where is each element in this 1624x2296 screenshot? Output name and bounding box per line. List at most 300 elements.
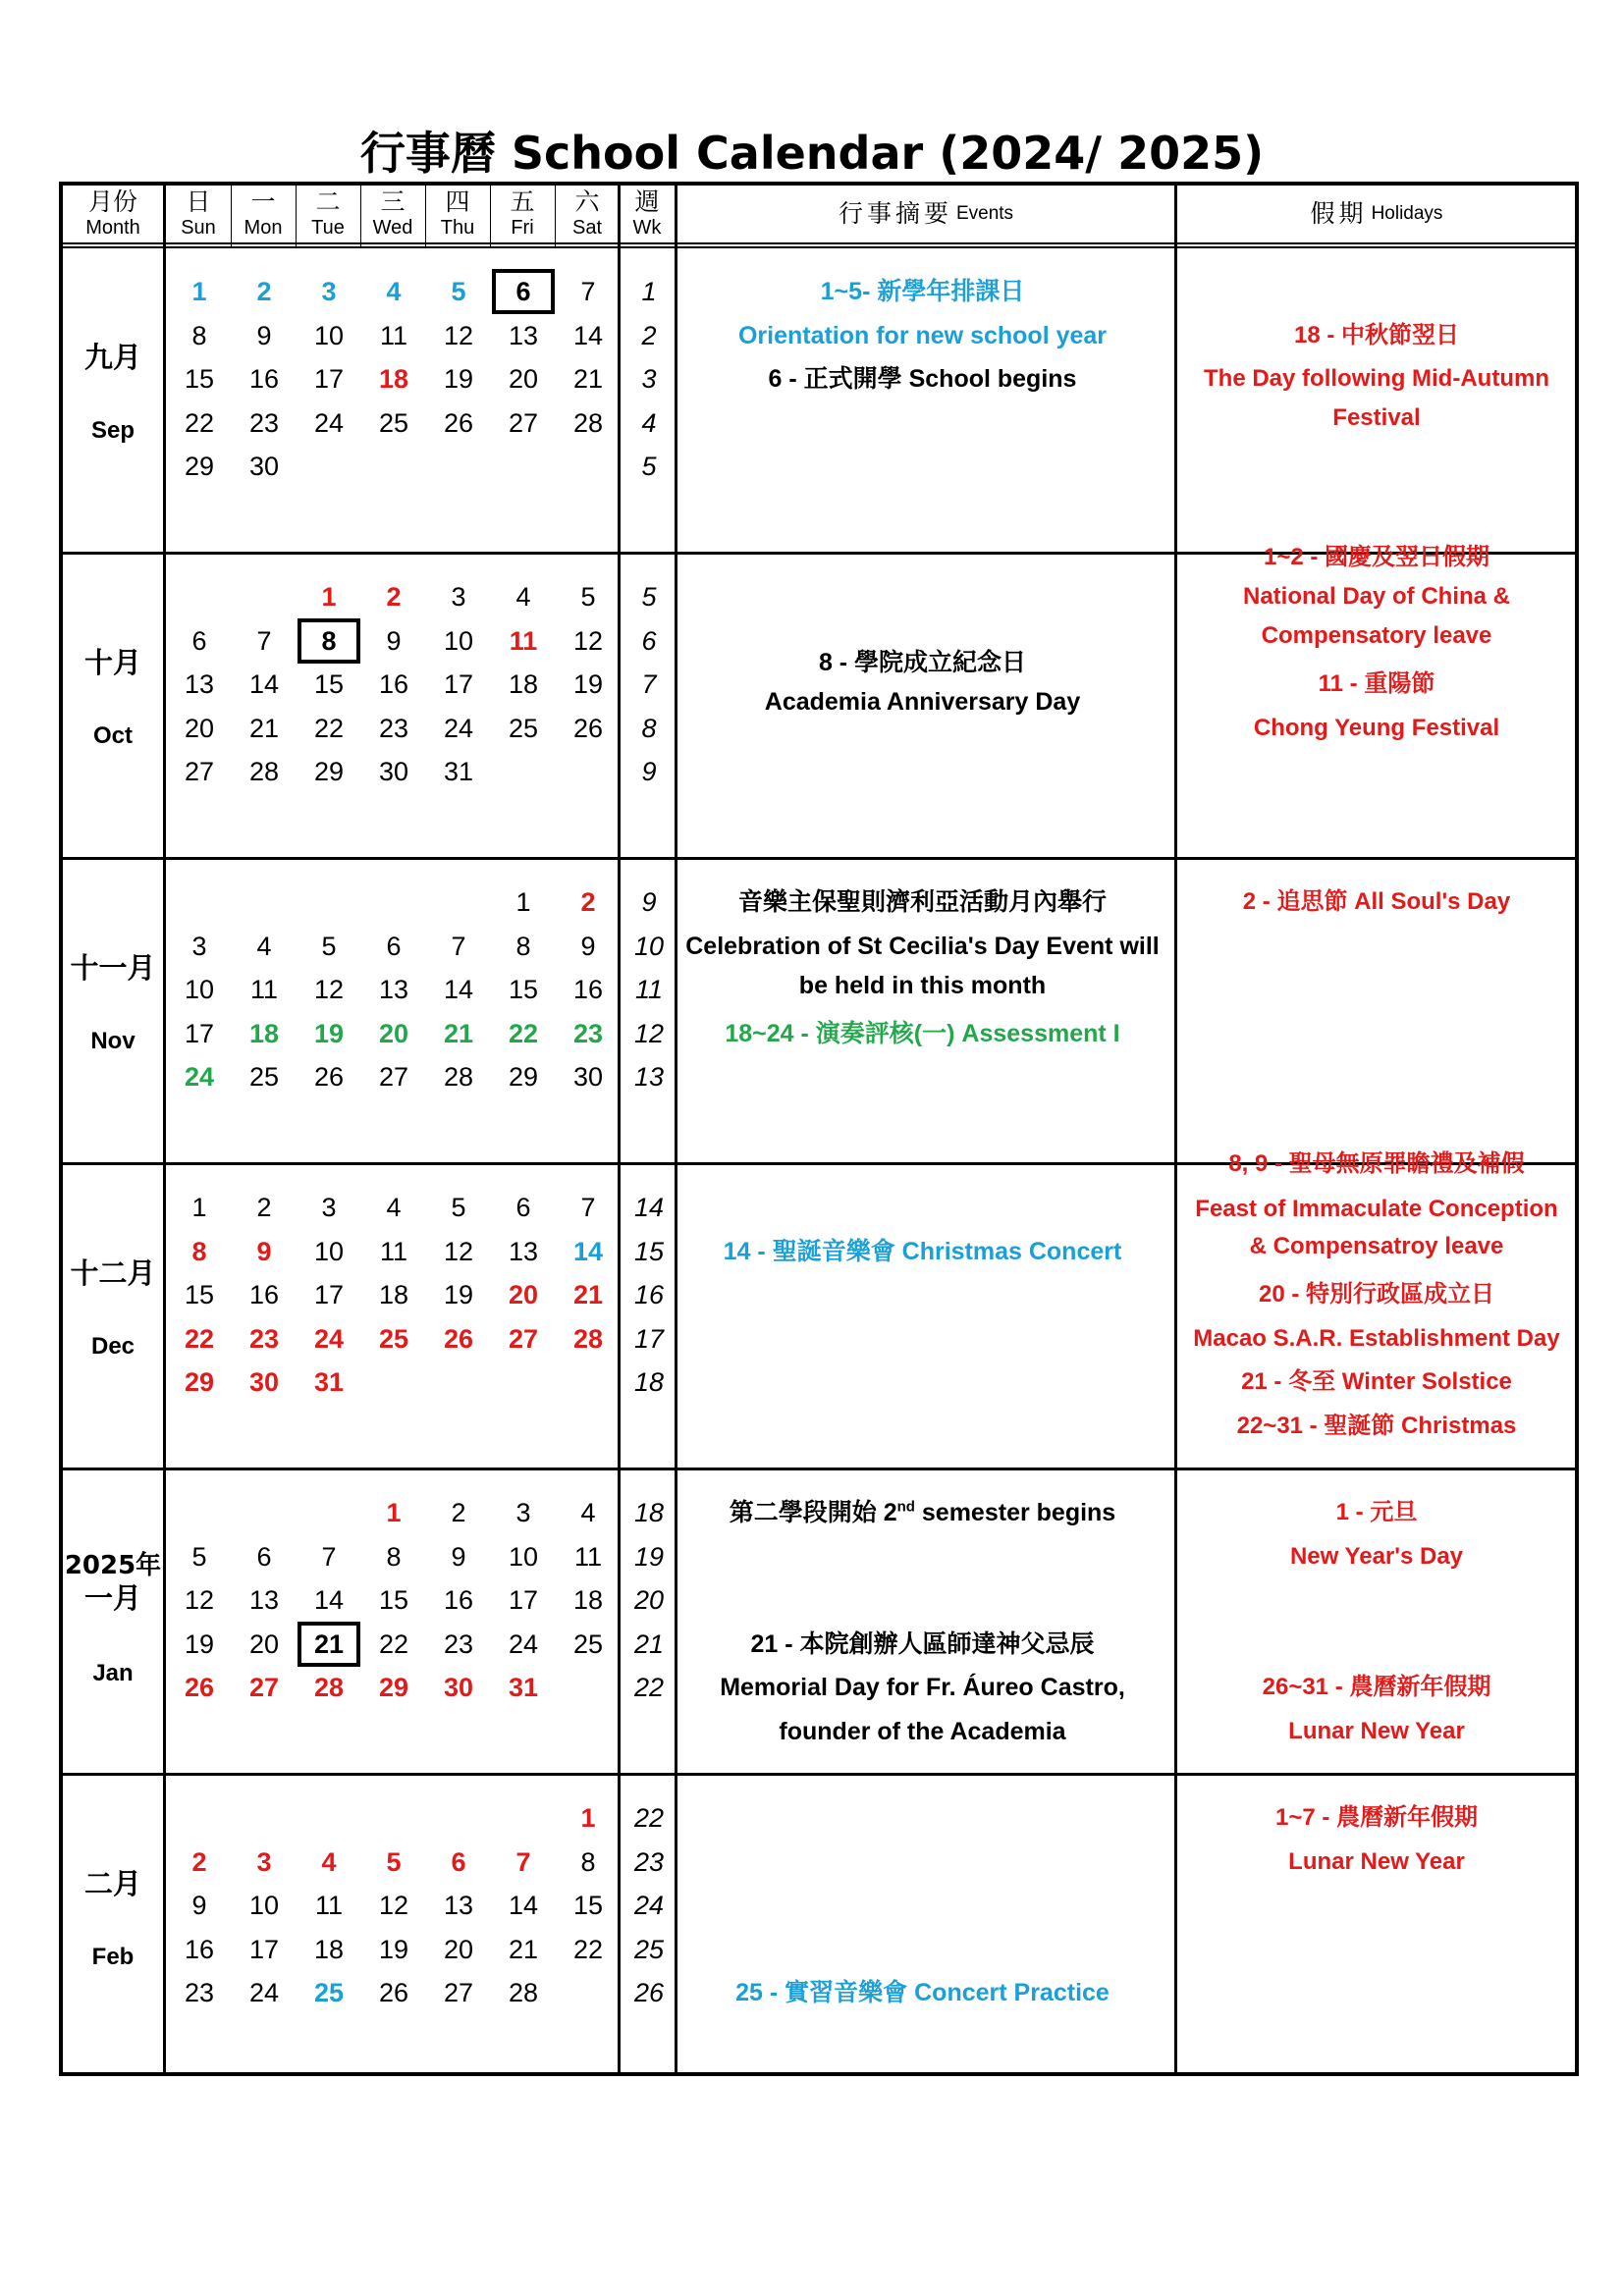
holiday-line: Macao S.A.R. Establishment Day xyxy=(1193,1324,1560,1352)
column-divider xyxy=(360,186,361,248)
day-cell: 6 xyxy=(515,1193,531,1222)
week-number: 10 xyxy=(633,931,665,961)
header-day-zh: 四 xyxy=(445,187,470,216)
day-cell: 29 xyxy=(313,757,345,786)
holiday-line: 22~31 - 聖誕節 Christmas xyxy=(1236,1412,1517,1439)
holiday-line: Festival xyxy=(1332,404,1421,432)
day-cell: 3 xyxy=(321,1193,337,1222)
day-cell: 24 xyxy=(184,1062,215,1092)
header-month xyxy=(63,186,163,242)
day-cell: 24 xyxy=(313,407,345,438)
day-cell: 22 xyxy=(184,1323,215,1354)
month-name-zh: 十月 xyxy=(83,646,141,679)
event-text: Academia Anniversary Day xyxy=(764,687,1081,716)
month-label xyxy=(63,1867,163,1971)
event-line xyxy=(674,1712,1171,1751)
day-cell: 13 xyxy=(508,320,539,350)
day-cell: 18 xyxy=(378,364,409,394)
week-number: 12 xyxy=(633,1018,665,1048)
week-number: 19 xyxy=(633,1541,665,1572)
day-cell: 1 xyxy=(580,1803,596,1833)
month-label xyxy=(63,1550,163,1687)
day-cell: 2 xyxy=(451,1498,466,1527)
day-cell: 11 xyxy=(573,1541,603,1572)
day-cell: 14 xyxy=(572,1236,604,1266)
day-cell: 12 xyxy=(572,625,604,656)
event-line xyxy=(674,1668,1171,1707)
event-text: 21 - 本院創辦人區師達神父忌辰 xyxy=(750,1629,1095,1658)
week-number: 24 xyxy=(633,1891,665,1920)
day-cell: 3 xyxy=(256,1846,272,1877)
day-cell: 3 xyxy=(451,582,466,612)
day-cell: 8 xyxy=(191,1236,207,1266)
week-number: 9 xyxy=(641,887,657,917)
header-day-en: Sat xyxy=(571,217,603,239)
month-name-en: Jan xyxy=(92,1660,134,1686)
month-label xyxy=(63,646,163,750)
event-text: 音樂主保聖則濟利亞活動月內舉行 xyxy=(737,888,1107,916)
day-cell: 29 xyxy=(508,1062,539,1092)
holiday-line: National Day of China & xyxy=(1242,583,1511,610)
day-cell: 30 xyxy=(443,1673,474,1702)
month-label xyxy=(63,951,163,1055)
day-cell: 20 xyxy=(443,1934,474,1964)
day-cell: 15 xyxy=(184,364,215,394)
day-cell: 15 xyxy=(508,975,539,1004)
holiday-line: 2 - 追思節 All Soul's Day xyxy=(1242,888,1511,915)
day-cell: 10 xyxy=(508,1541,539,1572)
header-holidays xyxy=(1177,186,1576,242)
header-day-sat xyxy=(555,186,620,242)
day-cell: 26 xyxy=(443,1323,474,1354)
day-cell: 16 xyxy=(378,669,409,699)
day-cell: 20 xyxy=(508,364,539,394)
day-cell: 13 xyxy=(378,975,409,1004)
day-cell: 10 xyxy=(443,625,474,656)
day-cell: 15 xyxy=(572,1891,604,1920)
day-cell: 19 xyxy=(443,1280,474,1309)
day-cell: 16 xyxy=(572,975,604,1004)
week-number: 23 xyxy=(633,1846,665,1877)
day-cell: 28 xyxy=(443,1062,474,1092)
day-cell: 26 xyxy=(572,713,604,743)
event-text: Celebration of St Cecilia's Day Event will xyxy=(685,932,1160,960)
day-cell: 4 xyxy=(580,1498,596,1527)
day-cell: 5 xyxy=(451,1193,466,1222)
event-line xyxy=(674,1014,1171,1053)
day-cell: 7 xyxy=(451,931,466,961)
event-line xyxy=(674,1625,1171,1664)
day-cell: 28 xyxy=(572,407,604,438)
day-cell: 15 xyxy=(184,1280,215,1309)
day-cell: 25 xyxy=(572,1629,604,1659)
header-events-zh: 行事摘要 xyxy=(838,199,952,228)
day-cell: 8 xyxy=(191,320,207,350)
week-number: 18 xyxy=(633,1367,665,1397)
header-week-en: Wk xyxy=(632,217,662,239)
header-day-wed xyxy=(360,186,425,242)
week-number: 6 xyxy=(641,625,657,656)
day-cell: 21 xyxy=(298,1622,360,1667)
header-day-en: Fri xyxy=(511,217,534,239)
header-holidays-zh: 假期 xyxy=(1310,199,1368,228)
day-cell: 6 xyxy=(492,269,555,314)
day-cell: 14 xyxy=(572,320,604,350)
day-cell: 16 xyxy=(443,1585,474,1615)
day-cell: 8 xyxy=(386,1541,402,1572)
event-text: 18~24 - 演奏評核(一) Assessment I xyxy=(725,1019,1120,1047)
day-cell: 8 xyxy=(515,931,531,961)
header-day-en: Tue xyxy=(311,217,345,239)
day-cell: 17 xyxy=(443,669,474,699)
day-cell: 4 xyxy=(386,1193,402,1222)
day-cell: 3 xyxy=(515,1498,531,1527)
day-cell: 12 xyxy=(184,1585,215,1615)
day-cell: 31 xyxy=(508,1673,539,1702)
day-cell: 20 xyxy=(378,1018,409,1048)
header-day-fri xyxy=(490,186,555,242)
day-cell: 5 xyxy=(580,582,596,612)
day-cell: 15 xyxy=(313,669,345,699)
month-block-dec xyxy=(63,1149,1575,1469)
month-name-en: Feb xyxy=(91,1944,135,1970)
day-cell: 4 xyxy=(256,931,272,961)
event-text: 14 - 聖誕音樂會 Christmas Concert xyxy=(723,1237,1122,1265)
day-cell: 26 xyxy=(378,1978,409,2007)
header-day-zh: 三 xyxy=(380,187,406,216)
header-day-en: Wed xyxy=(372,217,413,239)
week-number: 16 xyxy=(633,1280,665,1309)
column-divider xyxy=(296,186,297,248)
day-cell: 22 xyxy=(378,1629,409,1659)
day-cell: 23 xyxy=(378,713,409,743)
holiday-line: Feast of Immaculate Conception xyxy=(1195,1196,1558,1223)
month-name-en: Oct xyxy=(92,722,133,749)
day-cell: 13 xyxy=(508,1236,539,1266)
day-cell: 16 xyxy=(248,1280,280,1309)
event-line xyxy=(674,272,1171,311)
event-text: 8 - 學院成立紀念日 xyxy=(818,648,1027,676)
day-cell: 7 xyxy=(515,1846,531,1877)
day-cell: 14 xyxy=(248,669,280,699)
day-cell: 11 xyxy=(379,1236,408,1266)
day-cell: 21 xyxy=(443,1018,474,1048)
row-divider xyxy=(63,1468,1575,1470)
day-cell: 30 xyxy=(378,757,409,786)
month-name-en: Sep xyxy=(90,417,135,444)
month-label xyxy=(63,341,163,445)
week-number: 21 xyxy=(633,1629,665,1659)
day-cell: 17 xyxy=(313,364,345,394)
day-cell: 27 xyxy=(508,407,539,438)
month-label xyxy=(63,1256,163,1361)
week-number: 2 xyxy=(641,320,657,350)
day-cell: 27 xyxy=(184,757,215,786)
column-divider xyxy=(231,186,232,248)
day-cell: 28 xyxy=(572,1323,604,1354)
day-cell: 18 xyxy=(508,669,539,699)
holiday-line: 1 - 元旦 xyxy=(1335,1499,1418,1525)
week-number: 7 xyxy=(641,669,657,699)
day-cell: 19 xyxy=(443,364,474,394)
header-day-zh: 日 xyxy=(186,187,211,216)
day-cell: 15 xyxy=(378,1585,409,1615)
holiday-line: & Compensatroy leave xyxy=(1249,1233,1504,1260)
day-cell: 21 xyxy=(508,1934,539,1964)
header-day-sun xyxy=(166,186,231,242)
event-text: Orientation for new school year xyxy=(737,321,1108,349)
header-day-zh: 一 xyxy=(250,187,276,216)
day-cell: 22 xyxy=(184,407,215,438)
day-cell: 17 xyxy=(508,1585,539,1615)
day-cell: 9 xyxy=(386,625,402,656)
header-day-en: Sun xyxy=(181,217,216,239)
day-cell: 1 xyxy=(191,277,207,306)
day-cell: 1 xyxy=(191,1193,207,1222)
day-cell: 21 xyxy=(572,1280,604,1309)
day-cell: 26 xyxy=(184,1673,215,1702)
day-cell: 12 xyxy=(378,1891,409,1920)
event-text-tail: semester begins xyxy=(914,1499,1116,1526)
event-text: 6 - 正式開學 School begins xyxy=(768,365,1077,393)
day-cell: 19 xyxy=(378,1934,409,1964)
day-cell: 19 xyxy=(313,1018,345,1048)
header-day-en: Thu xyxy=(440,217,475,239)
day-cell: 24 xyxy=(313,1323,345,1354)
day-cell: 9 xyxy=(256,320,272,350)
holiday-line: 26~31 - 農曆新年假期 xyxy=(1262,1674,1491,1700)
event-line xyxy=(674,316,1171,355)
holiday-line: New Year's Day xyxy=(1289,1542,1464,1570)
day-cell: 11 xyxy=(249,975,279,1004)
day-cell: 28 xyxy=(313,1673,345,1702)
column-divider xyxy=(555,186,556,248)
day-cell: 6 xyxy=(191,625,207,656)
event-text: founder of the Academia xyxy=(779,1717,1066,1745)
day-cell: 12 xyxy=(443,1236,474,1266)
header-events xyxy=(677,186,1174,242)
month-block-nov xyxy=(63,859,1575,1164)
day-cell: 21 xyxy=(572,364,604,394)
day-cell: 31 xyxy=(443,757,474,786)
page-title: 行事曆 School Calendar (2024/ 2025) xyxy=(359,127,1265,180)
event-superscript: nd xyxy=(896,1498,915,1516)
day-cell: 4 xyxy=(321,1846,337,1877)
row-divider xyxy=(63,857,1575,860)
week-number: 5 xyxy=(641,452,657,481)
day-cell: 28 xyxy=(508,1978,539,2007)
week-number: 13 xyxy=(633,1062,665,1092)
day-cell: 22 xyxy=(572,1934,604,1964)
day-cell: 6 xyxy=(451,1846,466,1877)
day-cell: 30 xyxy=(572,1062,604,1092)
day-cell: 25 xyxy=(508,713,539,743)
holiday-line: 20 - 特別行政區成立日 xyxy=(1258,1281,1495,1308)
day-cell: 13 xyxy=(443,1891,474,1920)
day-cell: 29 xyxy=(378,1673,409,1702)
event-line xyxy=(674,927,1171,966)
month-name-zh: 二月 xyxy=(83,1867,141,1900)
event-line xyxy=(674,359,1171,399)
month-block-oct xyxy=(63,543,1575,859)
week-number: 3 xyxy=(641,364,657,394)
day-cell: 5 xyxy=(321,931,337,961)
day-cell: 12 xyxy=(443,320,474,350)
day-cell: 26 xyxy=(313,1062,345,1092)
day-cell: 25 xyxy=(378,407,409,438)
week-number: 8 xyxy=(641,713,657,743)
month-year: 2025年 xyxy=(64,1551,162,1580)
day-cell: 31 xyxy=(313,1367,345,1397)
week-number: 11 xyxy=(634,975,664,1004)
month-block-feb xyxy=(63,1775,1575,2080)
day-cell: 3 xyxy=(321,277,337,306)
holiday-line: The Day following Mid-Autumn xyxy=(1204,365,1549,392)
holiday-line: 1~2 - 國慶及翌日假期 xyxy=(1263,543,1490,570)
week-number: 9 xyxy=(641,757,657,786)
day-cell: 9 xyxy=(256,1236,272,1266)
day-cell: 10 xyxy=(184,975,215,1004)
holiday-line: Lunar New Year xyxy=(1288,1717,1465,1744)
day-cell: 14 xyxy=(508,1891,539,1920)
holiday-line: Lunar New Year xyxy=(1288,1847,1465,1875)
header-month-zh: 月份 xyxy=(87,187,137,216)
header-day-en: Mon xyxy=(244,217,283,239)
day-cell: 9 xyxy=(451,1541,466,1572)
header-month-en: Month xyxy=(85,217,140,239)
month-name-en: Dec xyxy=(90,1333,135,1360)
day-cell: 5 xyxy=(386,1846,402,1877)
week-number: 20 xyxy=(633,1585,665,1615)
day-cell: 23 xyxy=(184,1978,215,2007)
header-day-zh: 六 xyxy=(574,187,600,216)
day-cell: 17 xyxy=(313,1280,345,1309)
day-cell: 25 xyxy=(313,1978,345,2007)
header-day-tue xyxy=(296,186,360,242)
day-cell: 14 xyxy=(443,975,474,1004)
month-name-zh: 十一月 xyxy=(70,951,156,985)
day-cell: 19 xyxy=(572,669,604,699)
day-cell: 18 xyxy=(378,1280,409,1309)
day-cell: 6 xyxy=(386,931,402,961)
week-number: 22 xyxy=(633,1673,665,1702)
day-cell: 7 xyxy=(256,625,272,656)
day-cell: 30 xyxy=(248,452,280,481)
day-cell: 16 xyxy=(248,364,280,394)
day-cell: 30 xyxy=(248,1367,280,1397)
header-day-zh: 五 xyxy=(510,187,535,216)
day-cell: 23 xyxy=(443,1629,474,1659)
day-cell: 21 xyxy=(248,713,280,743)
holiday-line: 18 - 中秋節翌日 xyxy=(1293,321,1460,348)
event-line xyxy=(674,966,1171,1005)
week-number: 5 xyxy=(641,582,657,612)
event-text: 1~5- 新學年排課日 xyxy=(820,278,1025,305)
day-cell: 23 xyxy=(572,1018,604,1048)
day-cell: 22 xyxy=(313,713,345,743)
day-cell: 29 xyxy=(184,1367,215,1397)
month-block-jan xyxy=(63,1469,1575,1775)
day-cell: 17 xyxy=(248,1934,280,1964)
header-holidays-en: Holidays xyxy=(1371,203,1443,224)
event-line xyxy=(674,1232,1171,1271)
column-divider xyxy=(490,186,491,248)
day-cell: 2 xyxy=(386,582,402,612)
day-cell: 10 xyxy=(313,320,345,350)
holiday-line: 21 - 冬至 Winter Solstice xyxy=(1241,1368,1512,1395)
day-cell: 25 xyxy=(248,1062,280,1092)
day-cell: 9 xyxy=(580,931,596,961)
day-cell: 28 xyxy=(248,757,280,786)
month-name-zh: 九月 xyxy=(83,341,141,374)
day-cell: 2 xyxy=(256,277,272,306)
day-cell: 7 xyxy=(321,1541,337,1572)
day-cell: 19 xyxy=(184,1629,215,1659)
day-cell: 20 xyxy=(508,1280,539,1309)
day-cell: 10 xyxy=(313,1236,345,1266)
holiday-line: 8, 9 - 聖母無原罪瞻禮及補假 xyxy=(1228,1149,1525,1177)
day-cell: 18 xyxy=(248,1018,280,1048)
day-cell: 1 xyxy=(321,582,337,612)
month-name-zh: 一月 xyxy=(83,1581,141,1615)
day-cell: 18 xyxy=(313,1934,345,1964)
day-cell: 27 xyxy=(508,1323,539,1354)
event-text: Memorial Day for Fr. Áureo Castro, xyxy=(720,1674,1125,1701)
header-day-zh: 二 xyxy=(315,187,341,216)
event-text: 第二學段開始 2 xyxy=(729,1499,897,1526)
day-cell: 27 xyxy=(378,1062,409,1092)
week-number: 22 xyxy=(633,1803,665,1833)
calendar-table xyxy=(59,182,1579,2076)
week-number: 1 xyxy=(641,277,657,306)
event-text: be held in this month xyxy=(798,971,1047,999)
holiday-line: Compensatory leave xyxy=(1261,622,1492,650)
day-cell: 24 xyxy=(508,1629,539,1659)
holiday-line: Chong Yeung Festival xyxy=(1253,714,1500,741)
day-cell: 24 xyxy=(443,713,474,743)
week-number: 14 xyxy=(633,1193,665,1222)
header-day-thu xyxy=(425,186,490,242)
event-line xyxy=(674,1973,1171,2012)
column-divider xyxy=(425,186,426,248)
header-day-mon xyxy=(231,186,296,242)
day-cell: 7 xyxy=(580,277,596,306)
day-cell: 17 xyxy=(184,1018,215,1048)
month-name-en: Nov xyxy=(90,1028,135,1054)
day-cell: 6 xyxy=(256,1541,272,1572)
day-cell: 29 xyxy=(184,452,215,481)
day-cell: 2 xyxy=(256,1193,272,1222)
day-cell: 20 xyxy=(184,713,215,743)
event-line xyxy=(674,643,1171,682)
day-cell: 22 xyxy=(508,1018,539,1048)
day-cell: 23 xyxy=(248,1323,280,1354)
day-cell: 11 xyxy=(379,320,408,350)
day-cell: 16 xyxy=(184,1934,215,1964)
day-cell: 24 xyxy=(248,1978,280,2007)
day-cell: 26 xyxy=(443,407,474,438)
week-number: 18 xyxy=(633,1498,665,1527)
day-cell: 8 xyxy=(580,1846,596,1877)
day-cell: 1 xyxy=(515,887,531,917)
row-divider xyxy=(63,1773,1575,1776)
day-cell: 10 xyxy=(248,1891,280,1920)
header-week xyxy=(620,186,675,242)
event-line xyxy=(674,1493,1171,1532)
day-cell: 27 xyxy=(248,1673,280,1702)
day-cell: 8 xyxy=(298,618,360,664)
day-cell: 7 xyxy=(580,1193,596,1222)
